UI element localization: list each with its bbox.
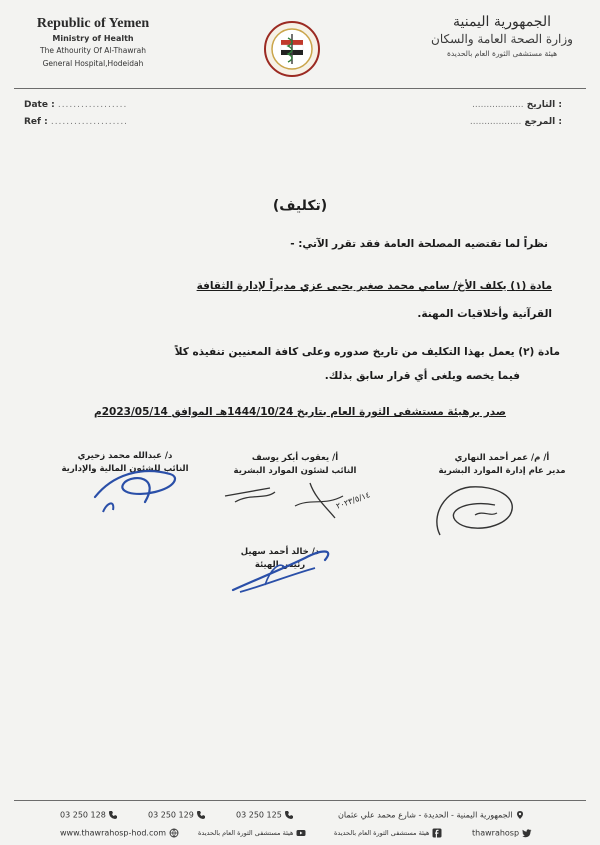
hr-deputy-role: النائب لشئون الموارد البشرية [233, 466, 357, 476]
ref-field-en: Ref : .................... [24, 117, 129, 127]
finance-deputy-role: النائب للشئون المالية والإدارية [61, 464, 189, 474]
article1-line1: مادة (١) يكلف الأخ/ سامي محمد صغير يحيى عزي مديراً لإدارة الثقافة [196, 280, 552, 292]
ref-label-ar: : المرجع [524, 117, 562, 127]
youtube-icon [296, 828, 306, 838]
finance-deputy-name: د/ عبدالله محمد زحيري [77, 451, 173, 461]
header-english-authority: The Athourity Of Al-Thawrah [40, 46, 146, 55]
header-arabic-block [422, 14, 582, 58]
footer-address-text: الجمهورية اليمنية - الحديدة - شارع محمد علي عثمان [338, 810, 513, 820]
header-english-ministry: Ministry of Health [52, 34, 134, 43]
footer-facebook [334, 828, 442, 838]
footer-website [60, 828, 179, 838]
ref-label-en: Ref : [24, 117, 48, 127]
header-english-title: Republic of Yemen [36, 16, 150, 31]
signature-chairman-ink [225, 540, 345, 600]
signature-hr-deputy-ink [215, 478, 385, 538]
chairman-name: د/ خالد أحمد سهيل [240, 547, 320, 557]
hospital-logo-icon [263, 20, 321, 78]
signature-hr-director-ink [425, 475, 545, 550]
hr-deputy-hand-date: ٢٠٢٣/٥/١٤ [334, 490, 372, 511]
date-label-ar: : التاريخ [526, 100, 562, 110]
document-title: (تكليف) [272, 198, 328, 214]
intro-line: نظراً لما تقتضيه المصلحة العامة فقد تقرر الآتي: - [290, 238, 548, 250]
phone-3 [236, 810, 294, 820]
header-arabic-ministry: وزارة الصحة العامة والسكان [431, 32, 573, 46]
date-field-ar: : التاريخ .................. [472, 100, 562, 110]
article2-line2: فيما يخصه ويلغى أي قرار سابق بذلك. [324, 370, 520, 382]
signature-block-hr-deputy [225, 452, 365, 478]
header-divider [14, 88, 586, 89]
footer-youtube-text: هيئة مستشفى الثورة العام بالحديدة [198, 829, 294, 837]
footer-twitter-text: thawrahosp [472, 828, 520, 838]
header-english-hospital: General Hospital,Hodeidah [42, 59, 144, 68]
footer-divider [14, 800, 586, 801]
signature-finance-ink [85, 452, 195, 522]
phone-2 [148, 810, 206, 820]
ref-field-ar: : المرجع .................. [469, 117, 562, 127]
phone-2-text: 03 250 129 [148, 810, 194, 820]
date-field-en: Date : .................. [24, 100, 128, 110]
header-arabic-title: الجمهورية اليمنية [452, 14, 551, 30]
hr-director-name: أ/ م/ عمر أحمد النهاري [454, 453, 550, 463]
footer-facebook-text: هيئة مستشفى الثورة العام بالحديدة [334, 829, 430, 837]
article2-line1: مادة (٢) يعمل بهذا التكليف من تاريخ صدوره وعلى كافة المعنيين تنفيذه كلاً [174, 346, 560, 358]
article1-line2: القرآنية وأخلاقيات المهنة. [417, 308, 552, 320]
header-arabic-hospital: هيئة مستشفى الثورة العام بالحديدة [446, 49, 558, 58]
chairman-role: رئيس الهيئة [254, 560, 306, 570]
phone-icon [284, 810, 294, 820]
footer-address [338, 810, 525, 820]
issued-statement: صدر برهيئة مستشفى الثورة العام بتاريخ 1444/10/24هـ الموافق 2023/05/14م [94, 406, 506, 418]
footer-youtube [198, 828, 306, 838]
phone-3-text: 03 250 125 [236, 810, 282, 820]
facebook-icon [432, 828, 442, 838]
phone-1-text: 03 250 128 [60, 810, 106, 820]
hr-deputy-name: أ/ يعقوب أبكر يوسف [251, 453, 339, 463]
phone-icon [196, 810, 206, 820]
hr-director-role: مدير عام إدارة الموارد البشرية [438, 466, 566, 476]
twitter-icon [522, 828, 532, 838]
header-english-block [18, 16, 168, 69]
date-label-en: Date : [24, 100, 55, 110]
footer-twitter [472, 828, 532, 838]
phone-icon [108, 810, 118, 820]
phone-1 [60, 810, 118, 820]
globe-icon [169, 828, 179, 838]
location-icon [515, 810, 525, 820]
footer-website-text: www.thawrahosp-hod.com [60, 828, 167, 838]
